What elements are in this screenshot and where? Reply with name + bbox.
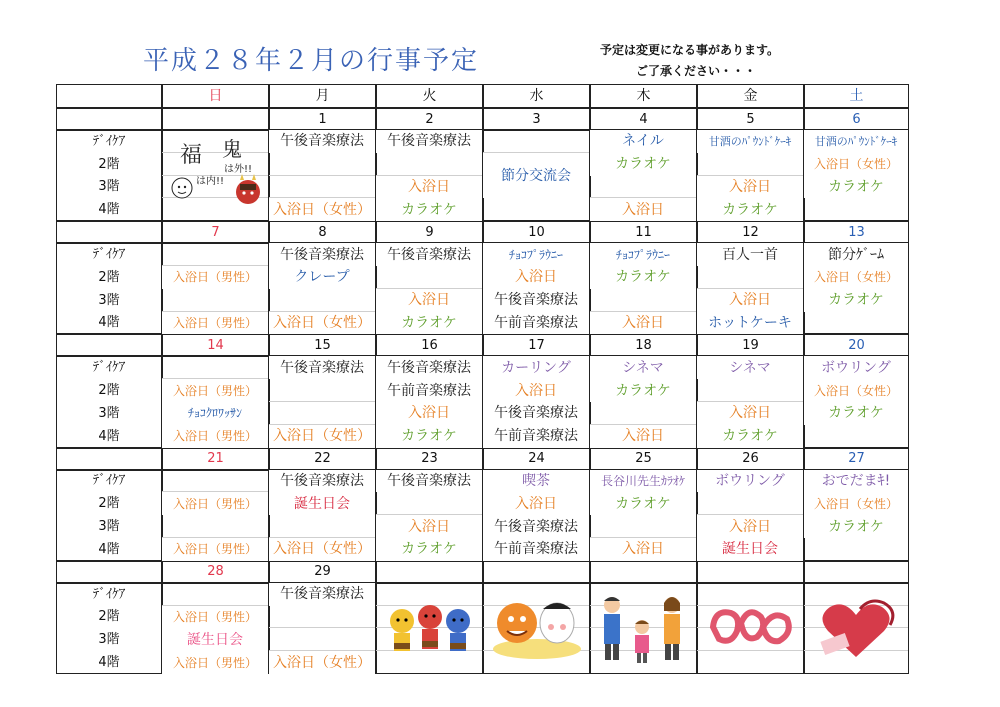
- date-number: 29: [314, 564, 331, 580]
- date-number: 7: [211, 224, 220, 240]
- date-number: [483, 561, 590, 583]
- floor-label: ﾃﾞｲｹｱ: [92, 586, 126, 602]
- date-number: 1: [318, 111, 327, 127]
- event-label: ホットケーキ: [697, 312, 803, 335]
- weekday-label: 水: [529, 88, 544, 104]
- date-number: 13: [848, 224, 865, 240]
- event-label: 午前音楽療法: [376, 379, 482, 402]
- event-label: 入浴日（男性）: [162, 492, 268, 515]
- date-number: 24: [528, 451, 545, 467]
- event-label: 午後音楽療法: [269, 243, 375, 266]
- event-label: 入浴日（男性）: [162, 379, 268, 402]
- floor-label: ﾃﾞｲｹｱ: [92, 360, 126, 376]
- event-label: ﾁｮｺﾌﾟﾗｳﾆｰ: [590, 243, 696, 266]
- date-number: 5: [746, 111, 755, 127]
- event-label: 入浴日: [376, 289, 482, 312]
- notice-line-2: ご了承ください・・・: [636, 64, 757, 78]
- fuku-character: 福: [180, 143, 203, 168]
- date-number: [162, 108, 269, 130]
- floor-label: 2階: [98, 609, 120, 625]
- date-number: 27: [848, 451, 865, 467]
- event-label: 入浴日: [697, 289, 803, 312]
- event-label: 入浴日: [697, 402, 803, 425]
- date-row-label-cell: [56, 561, 162, 583]
- slot-divider: [269, 401, 375, 402]
- event-label: カラオケ: [590, 379, 696, 402]
- event-label: おでだまｷ!: [804, 470, 908, 493]
- blue-oni-icon: [446, 609, 470, 651]
- notice-line-1: 予定は変更になる事があります。: [600, 43, 780, 57]
- event-label: 百人一首: [697, 243, 803, 266]
- event-label: 誕生日会: [269, 492, 375, 515]
- okame-face-icon: [540, 603, 574, 643]
- event-label: 入浴日（男性）: [162, 538, 268, 561]
- event-label: 入浴日: [376, 176, 482, 199]
- fuku-phrase: は内!!: [196, 176, 225, 187]
- event-label: 入浴日: [590, 538, 696, 561]
- event-label: 入浴日（男性）: [162, 312, 268, 335]
- event-label: 午後音楽療法: [269, 356, 375, 379]
- weekday-label: 金: [743, 88, 758, 104]
- event-label: 入浴日（女性）: [269, 538, 375, 561]
- event-label: カラオケ: [376, 312, 482, 335]
- event-label: 入浴日（女性）: [269, 425, 375, 448]
- event-label: 甘酒のﾊﾟｳﾝﾄﾞｹｰｷ: [697, 130, 803, 153]
- oni-phrase: は外!!: [224, 164, 253, 175]
- event-label: 入浴日: [697, 515, 803, 538]
- event-label: ﾁｮｺｸﾛﾜｯｻﾝ: [162, 402, 268, 425]
- date-number: 28: [207, 564, 224, 580]
- event-label: 午後音楽療法: [376, 130, 482, 153]
- floor-label: 2階: [98, 496, 120, 512]
- ribbon-illustration: [701, 587, 800, 668]
- date-number: 17: [528, 337, 545, 353]
- date-number: 19: [742, 337, 759, 353]
- event-label: 入浴日: [590, 425, 696, 448]
- event-label: カラオケ: [376, 198, 482, 221]
- floor-label: 3階: [98, 632, 120, 648]
- event-label: カラオケ: [376, 538, 482, 561]
- date-number: 11: [635, 224, 652, 240]
- date-number: 14: [207, 337, 224, 353]
- date-number: 3: [532, 111, 541, 127]
- event-label: カラオケ: [804, 289, 908, 312]
- floor-label: ﾃﾞｲｹｱ: [92, 473, 126, 489]
- event-label: 午後音楽療法: [269, 583, 375, 606]
- event-label: 午後音楽療法: [483, 289, 589, 312]
- date-number: 23: [421, 451, 438, 467]
- slot-divider: [269, 175, 375, 176]
- yellow-oni-icon: [390, 609, 414, 651]
- floor-label: 3階: [98, 405, 120, 421]
- event-label: 誕生日会: [697, 538, 803, 561]
- date-number: [376, 561, 483, 583]
- date-number: 21: [207, 451, 224, 467]
- event-label: シネマ: [590, 356, 696, 379]
- date-number: 18: [635, 337, 652, 353]
- child-icon: [635, 620, 649, 663]
- date-number: 8: [318, 224, 327, 240]
- floor-label: 4階: [98, 655, 120, 671]
- floor-label: 3階: [98, 292, 120, 308]
- date-row-label-cell: [56, 448, 162, 470]
- event-label: 入浴日（女性）: [804, 153, 908, 176]
- date-number: 2: [425, 111, 434, 127]
- event-label: 入浴日（女性）: [804, 492, 908, 515]
- weekday-label: 月: [315, 88, 330, 104]
- ribbon-icon: [713, 612, 789, 641]
- setsubun-fuku-oni-illustration: [166, 132, 265, 219]
- event-label: 午後音楽療法: [376, 243, 482, 266]
- fuku-face-icon: [172, 178, 192, 198]
- event-label: 入浴日（女性）: [269, 312, 375, 335]
- event-label: カラオケ: [804, 515, 908, 538]
- event-label: カラオケ: [697, 198, 803, 221]
- event-label: 入浴日: [483, 266, 589, 289]
- event-label: 入浴日: [376, 402, 482, 425]
- date-number: [697, 561, 804, 583]
- date-number: 15: [314, 337, 331, 353]
- date-number: 22: [314, 451, 331, 467]
- lion-okame-illustration: [487, 587, 586, 668]
- floor-label: 2階: [98, 156, 120, 172]
- date-row-label-cell: [56, 108, 162, 130]
- event-label: 午後音楽療法: [376, 356, 482, 379]
- event-label: 午後音楽療法: [269, 130, 375, 153]
- event-label: 午前音楽療法: [483, 425, 589, 448]
- date-number: 10: [528, 224, 545, 240]
- event-label: 午前音楽療法: [483, 538, 589, 561]
- floor-label: 4階: [98, 428, 120, 444]
- event-label: 入浴日: [590, 312, 696, 335]
- event-label: ネイル: [590, 130, 696, 153]
- event-label: 午後音楽療法: [483, 402, 589, 425]
- event-label: 入浴日（女性）: [804, 266, 908, 289]
- floor-label: ﾃﾞｲｹｱ: [92, 247, 126, 263]
- date-number: 26: [742, 451, 759, 467]
- date-number: 16: [421, 337, 438, 353]
- date-number: 9: [425, 224, 434, 240]
- floor-label: ﾃﾞｲｹｱ: [92, 133, 126, 149]
- weekday-label: 木: [636, 88, 651, 104]
- event-label: ボウリング: [804, 356, 908, 379]
- event-label: ボウリング: [697, 470, 803, 493]
- weekday-label: 火: [422, 88, 437, 104]
- oni-face-icon: [236, 174, 260, 204]
- date-row-label-cell: [56, 334, 162, 356]
- event-label: 入浴日: [483, 492, 589, 515]
- floor-label: 2階: [98, 383, 120, 399]
- date-number: 25: [635, 451, 652, 467]
- event-label: 午後音楽療法: [269, 470, 375, 493]
- floor-label: 3階: [98, 179, 120, 195]
- event-label: 入浴日: [376, 515, 482, 538]
- event-label: カラオケ: [590, 266, 696, 289]
- date-number: 12: [742, 224, 759, 240]
- red-oni-icon: [418, 605, 442, 649]
- oni-character: 鬼: [222, 137, 242, 161]
- floor-label: 4階: [98, 541, 120, 557]
- floor-label: 4階: [98, 315, 120, 331]
- event-label: シネマ: [697, 356, 803, 379]
- event-label: 入浴日（女性）: [269, 198, 375, 221]
- date-number: 6: [852, 111, 861, 127]
- shishi-lion-icon: [497, 603, 537, 643]
- event-label: ﾁｮｺﾌﾟﾗｳﾆｰ: [483, 243, 589, 266]
- event-label: 長谷川先生ｶﾗｵｹ: [590, 470, 696, 493]
- event-label: 午後音楽療法: [483, 515, 589, 538]
- event-label: 甘酒のﾊﾟｳﾝﾄﾞｹｰｷ: [804, 130, 908, 153]
- family-karaoke-illustration: [594, 587, 693, 668]
- date-number: [590, 561, 697, 583]
- event-label: カラオケ: [697, 425, 803, 448]
- date-row-label-cell: [56, 221, 162, 243]
- page-title: 平成２８年２月の行事予定: [143, 46, 480, 76]
- floor-label: 2階: [98, 269, 120, 285]
- event-label: カラオケ: [804, 176, 908, 199]
- oni-trio-illustration: [380, 587, 479, 668]
- event-label: カーリング: [483, 356, 589, 379]
- floor-label: 4階: [98, 202, 120, 218]
- event-label: 節分交流会: [483, 153, 589, 199]
- event-label: 節分ｹﾞｰﾑ: [804, 243, 908, 266]
- event-label: 入浴日（男性）: [162, 425, 268, 448]
- event-label: クレープ: [269, 266, 375, 289]
- event-label: 入浴日: [590, 198, 696, 221]
- slot-divider: [269, 627, 375, 628]
- event-label: カラオケ: [590, 153, 696, 176]
- event-label: カラオケ: [804, 402, 908, 425]
- event-label: 入浴日: [697, 176, 803, 199]
- event-label: 入浴日（男性）: [162, 266, 268, 289]
- date-number: 20: [848, 337, 865, 353]
- floor-label: 3階: [98, 519, 120, 535]
- event-label: 入浴日（女性）: [269, 651, 375, 674]
- date-number: 4: [639, 111, 648, 127]
- event-label: 入浴日（女性）: [804, 379, 908, 402]
- event-label: カラオケ: [376, 425, 482, 448]
- event-label: 入浴日（男性）: [162, 651, 268, 674]
- event-label: 午後音楽療法: [376, 470, 482, 493]
- weekday-label: 日: [208, 88, 223, 104]
- event-label: 午前音楽療法: [483, 312, 589, 335]
- event-label: 入浴日: [483, 379, 589, 402]
- event-label: 入浴日（男性）: [162, 606, 268, 629]
- weekday-label: 土: [849, 88, 864, 104]
- father-icon: [604, 597, 620, 660]
- event-label: カラオケ: [590, 492, 696, 515]
- event-label: 喫茶: [483, 470, 589, 493]
- heart-box-icon: [820, 601, 893, 657]
- event-label: 誕生日会: [162, 628, 268, 651]
- mother-icon: [664, 597, 680, 660]
- date-number: [804, 561, 909, 583]
- header-corner-cell: [56, 84, 162, 108]
- heart-gift-box-illustration: [808, 587, 905, 668]
